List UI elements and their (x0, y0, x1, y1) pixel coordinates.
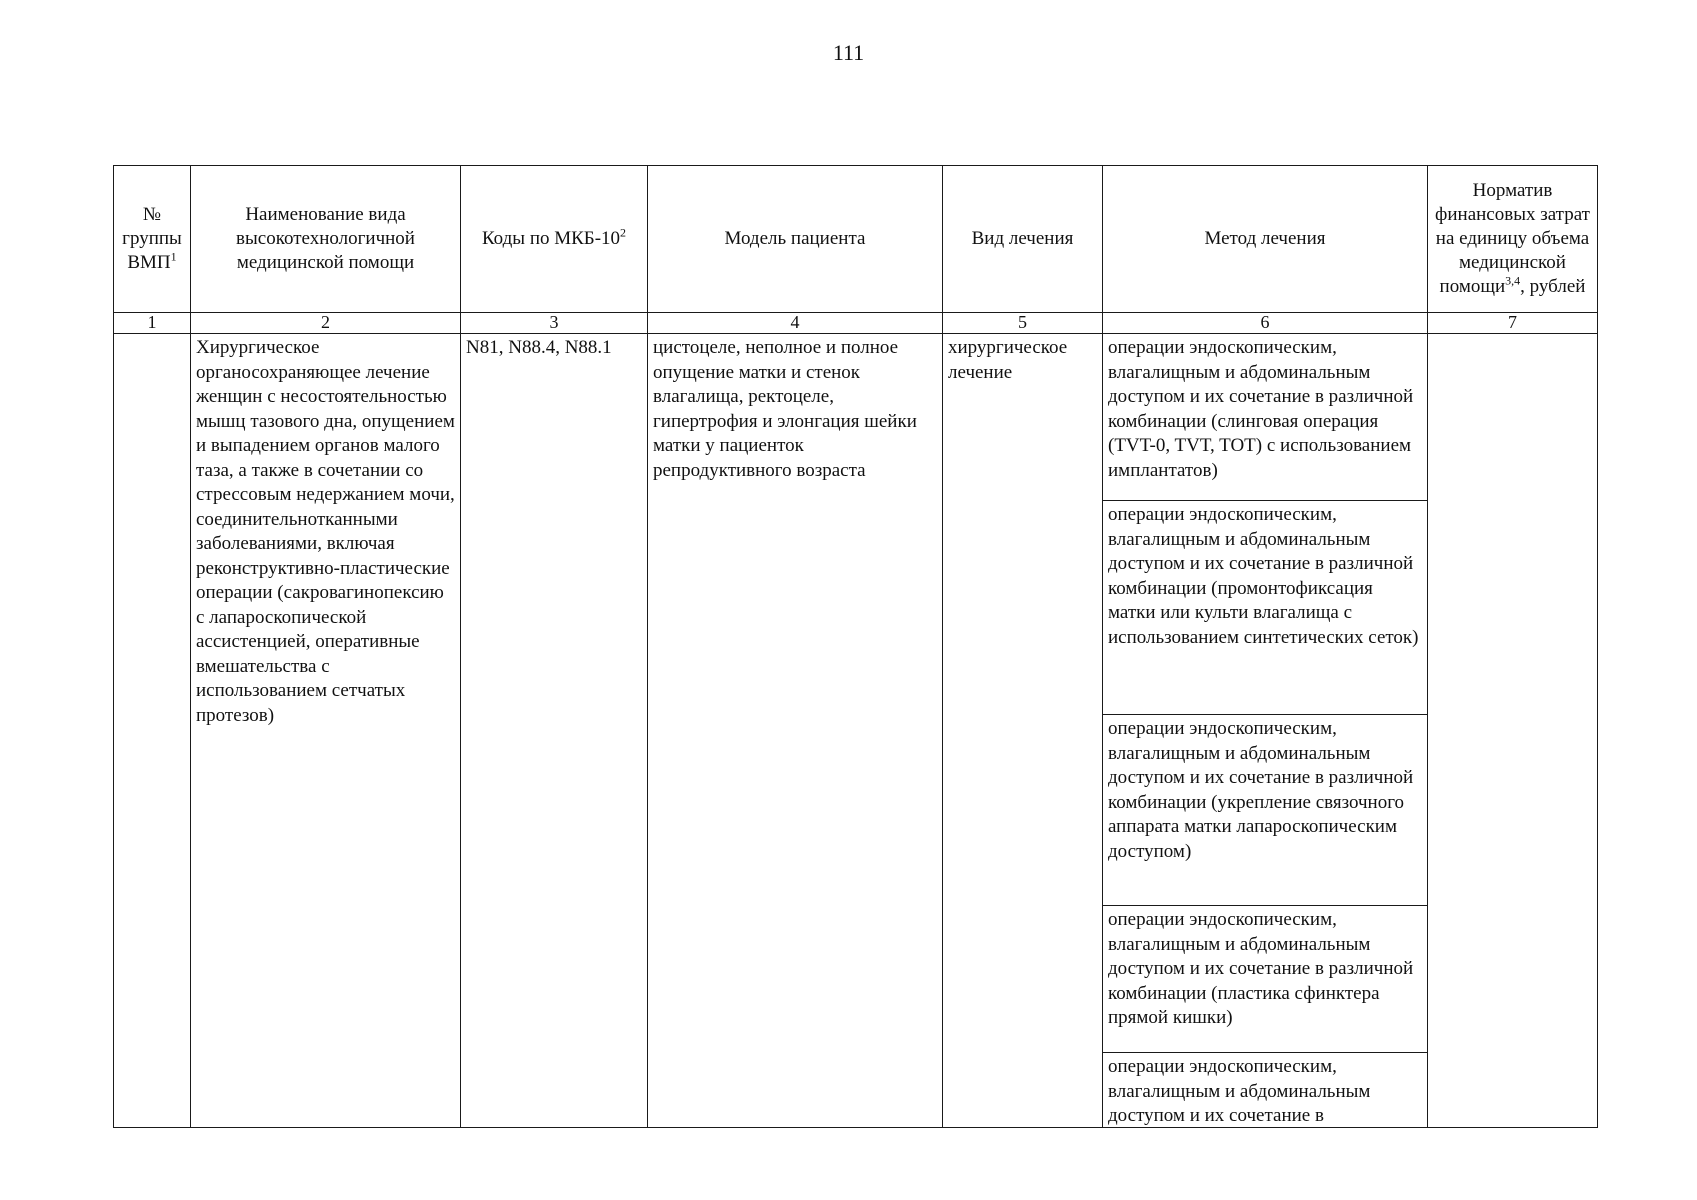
column-number: 1 (114, 313, 191, 334)
header-patient-model: Модель пациента (648, 166, 943, 313)
column-number: 6 (1103, 313, 1428, 334)
cell-treatment-type: хирургическое лечение (943, 334, 1103, 1128)
method-item: операции эндоскопическим, влагалищным и абдоминальным доступом и их сочетание в различной комбинации (слинговая операция (TVT-0, TVT, TOT) с использованием имплантатов) (1103, 334, 1427, 501)
cell-cost-norm (1428, 334, 1598, 1128)
method-item: операции эндоскопическим, влагалищным и абдоминальным доступом и их сочетание в различной комбинации (промонтофиксация матки или культи влагалища с использованием синтетических сеток) (1103, 501, 1427, 715)
column-number-row (114, 313, 1598, 334)
cell-care-type: Хирургическое органосохраняющее лечение женщин с несостоятельностью мышц тазового дна, опущением и выпадением органов малого таза, а также в сочетании со стрессовым недержанием мочи, соединительнотканными заболеваниями, включая реконструктивно-пластические операции (сакровагинопексию с лапароскопической ассистенцией, оперативные вмешательства с использованием сетчатых протезов) (191, 334, 461, 1128)
column-number: 7 (1428, 313, 1598, 334)
method-item: операции эндоскопическим, влагалищным и абдоминальным доступом и их сочетание в (1108, 1056, 1371, 1126)
header-treatment-type: Вид лечения (943, 166, 1103, 313)
column-number: 5 (943, 313, 1103, 334)
cell-patient-model: цистоцеле, неполное и полное опущение матки и стенок влагалища, ректоцеле, гипертрофия и элонгация шейки матки у пациенток репродуктивного возраста (648, 334, 943, 1128)
header-group-no: № группы ВМП$^1$ (114, 166, 191, 313)
header-cost-norm: Норматив финансовых затрат на единицу объема медицинской помощи$^{3,4}$, рублей (1428, 166, 1598, 313)
cell-treatment-methods (1103, 334, 1428, 1128)
table-row (114, 334, 1598, 1128)
column-number: 4 (648, 313, 943, 334)
table-header-row (114, 166, 1598, 313)
page-number: 111 (832, 40, 865, 65)
cell-group-no (114, 334, 191, 1128)
header-treatment-method: Метод лечения (1103, 166, 1428, 313)
header-care-type: Наименование вида высокотехнологичной медицинской помощи (191, 166, 461, 313)
method-item: операции эндоскопическим, влагалищным и абдоминальным доступом и их сочетание в различной комбинации (укрепление связочного аппарата матки лапароскопическим доступом) (1103, 715, 1427, 906)
cell-icd-codes: N81, N88.4, N88.1 (461, 334, 648, 1128)
column-number: 2 (191, 313, 461, 334)
column-number: 3 (461, 313, 648, 334)
header-icd-codes: Коды по МКБ-$10^2$ (461, 166, 648, 313)
method-item: операции эндоскопическим, влагалищным и абдоминальным доступом и их сочетание в различной комбинации (пластика сфинктера прямой кишки) (1103, 906, 1427, 1053)
vmp-table (113, 165, 1598, 1128)
